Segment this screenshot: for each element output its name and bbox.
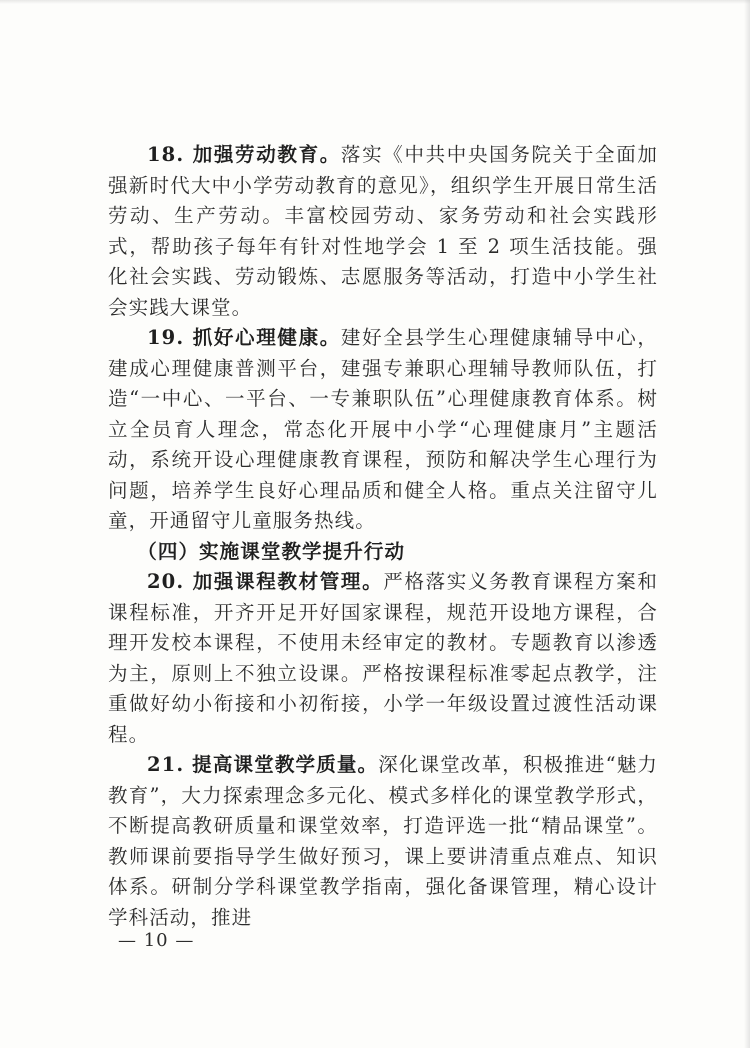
paragraph-21-lead: 21. 提高课堂教学质量。 — [147, 753, 379, 776]
paragraph-18-lead: 18. 加强劳动教育。 — [147, 143, 341, 166]
paragraph-20-body: 严格落实义务教育课程方案和课程标准，开齐开足开好国家课程，规范开设地方课程，合理开发校本课程，不使用未经审定的教材。专题教育以渗透为主，原则上不独立设课。严格按课程标准零起点教学，注重做好幼小衔接和小初衔接，小学一年级设置过渡性活动课程。 — [108, 570, 658, 746]
paragraph-21 — [108, 750, 658, 933]
paragraph-21-body: 深化课堂改革，积极推进“魅力教育”，大力探索理念多元化、模式多样化的课堂教学形式，不断提高教研质量和课堂效率，打造评选一批“精品课堂”。教师课前要指导学生做好预习，课上要讲清重点难点、知识体系。研制分学科课堂教学指南，强化备课管理，精心设计学科活动，推进 — [108, 753, 658, 929]
section-heading: （四）实施课堂教学提升行动 — [137, 539, 406, 563]
page-number: — 10 — — [118, 930, 195, 951]
document-body — [108, 140, 658, 933]
paragraph-18 — [108, 140, 658, 323]
paragraph-20 — [108, 567, 658, 750]
paragraph-20-lead: 20. 加强课程教材管理。 — [147, 570, 384, 593]
paragraph-19-body: 建好全县学生心理健康辅导中心，建成心理健康普测平台，建强专兼职心理辅导教师队伍，打造“一中心、一平台、一专兼职队伍”心理健康教育体系。树立全员育人理念，常态化开展中小学“心理健康月”主题活动，系统开设心理健康教育课程，预防和解决学生心理行为问题，培养学生良好心理品质和健全人格。重点关注留守儿童，开通留守儿童服务热线。 — [108, 326, 658, 532]
paragraph-19 — [108, 323, 658, 537]
paragraph-18-body: 落实《中共中央国务院关于全面加强新时代大中小学劳动教育的意见》，组织学生开展日常生活劳动、生产劳动。丰富校园劳动、家务劳动和社会实践形式，帮助孩子每年有针对性地学会 1 至 2 项生活技能。强化社会实践、劳动锻炼、志愿服务等活动，打造中小学生社会实践大课堂。 — [108, 143, 658, 319]
scan-top-shadow — [0, 0, 750, 4]
scan-edge-shadow — [744, 0, 750, 1048]
paragraph-19-lead: 19. 抓好心理健康。 — [147, 326, 341, 349]
